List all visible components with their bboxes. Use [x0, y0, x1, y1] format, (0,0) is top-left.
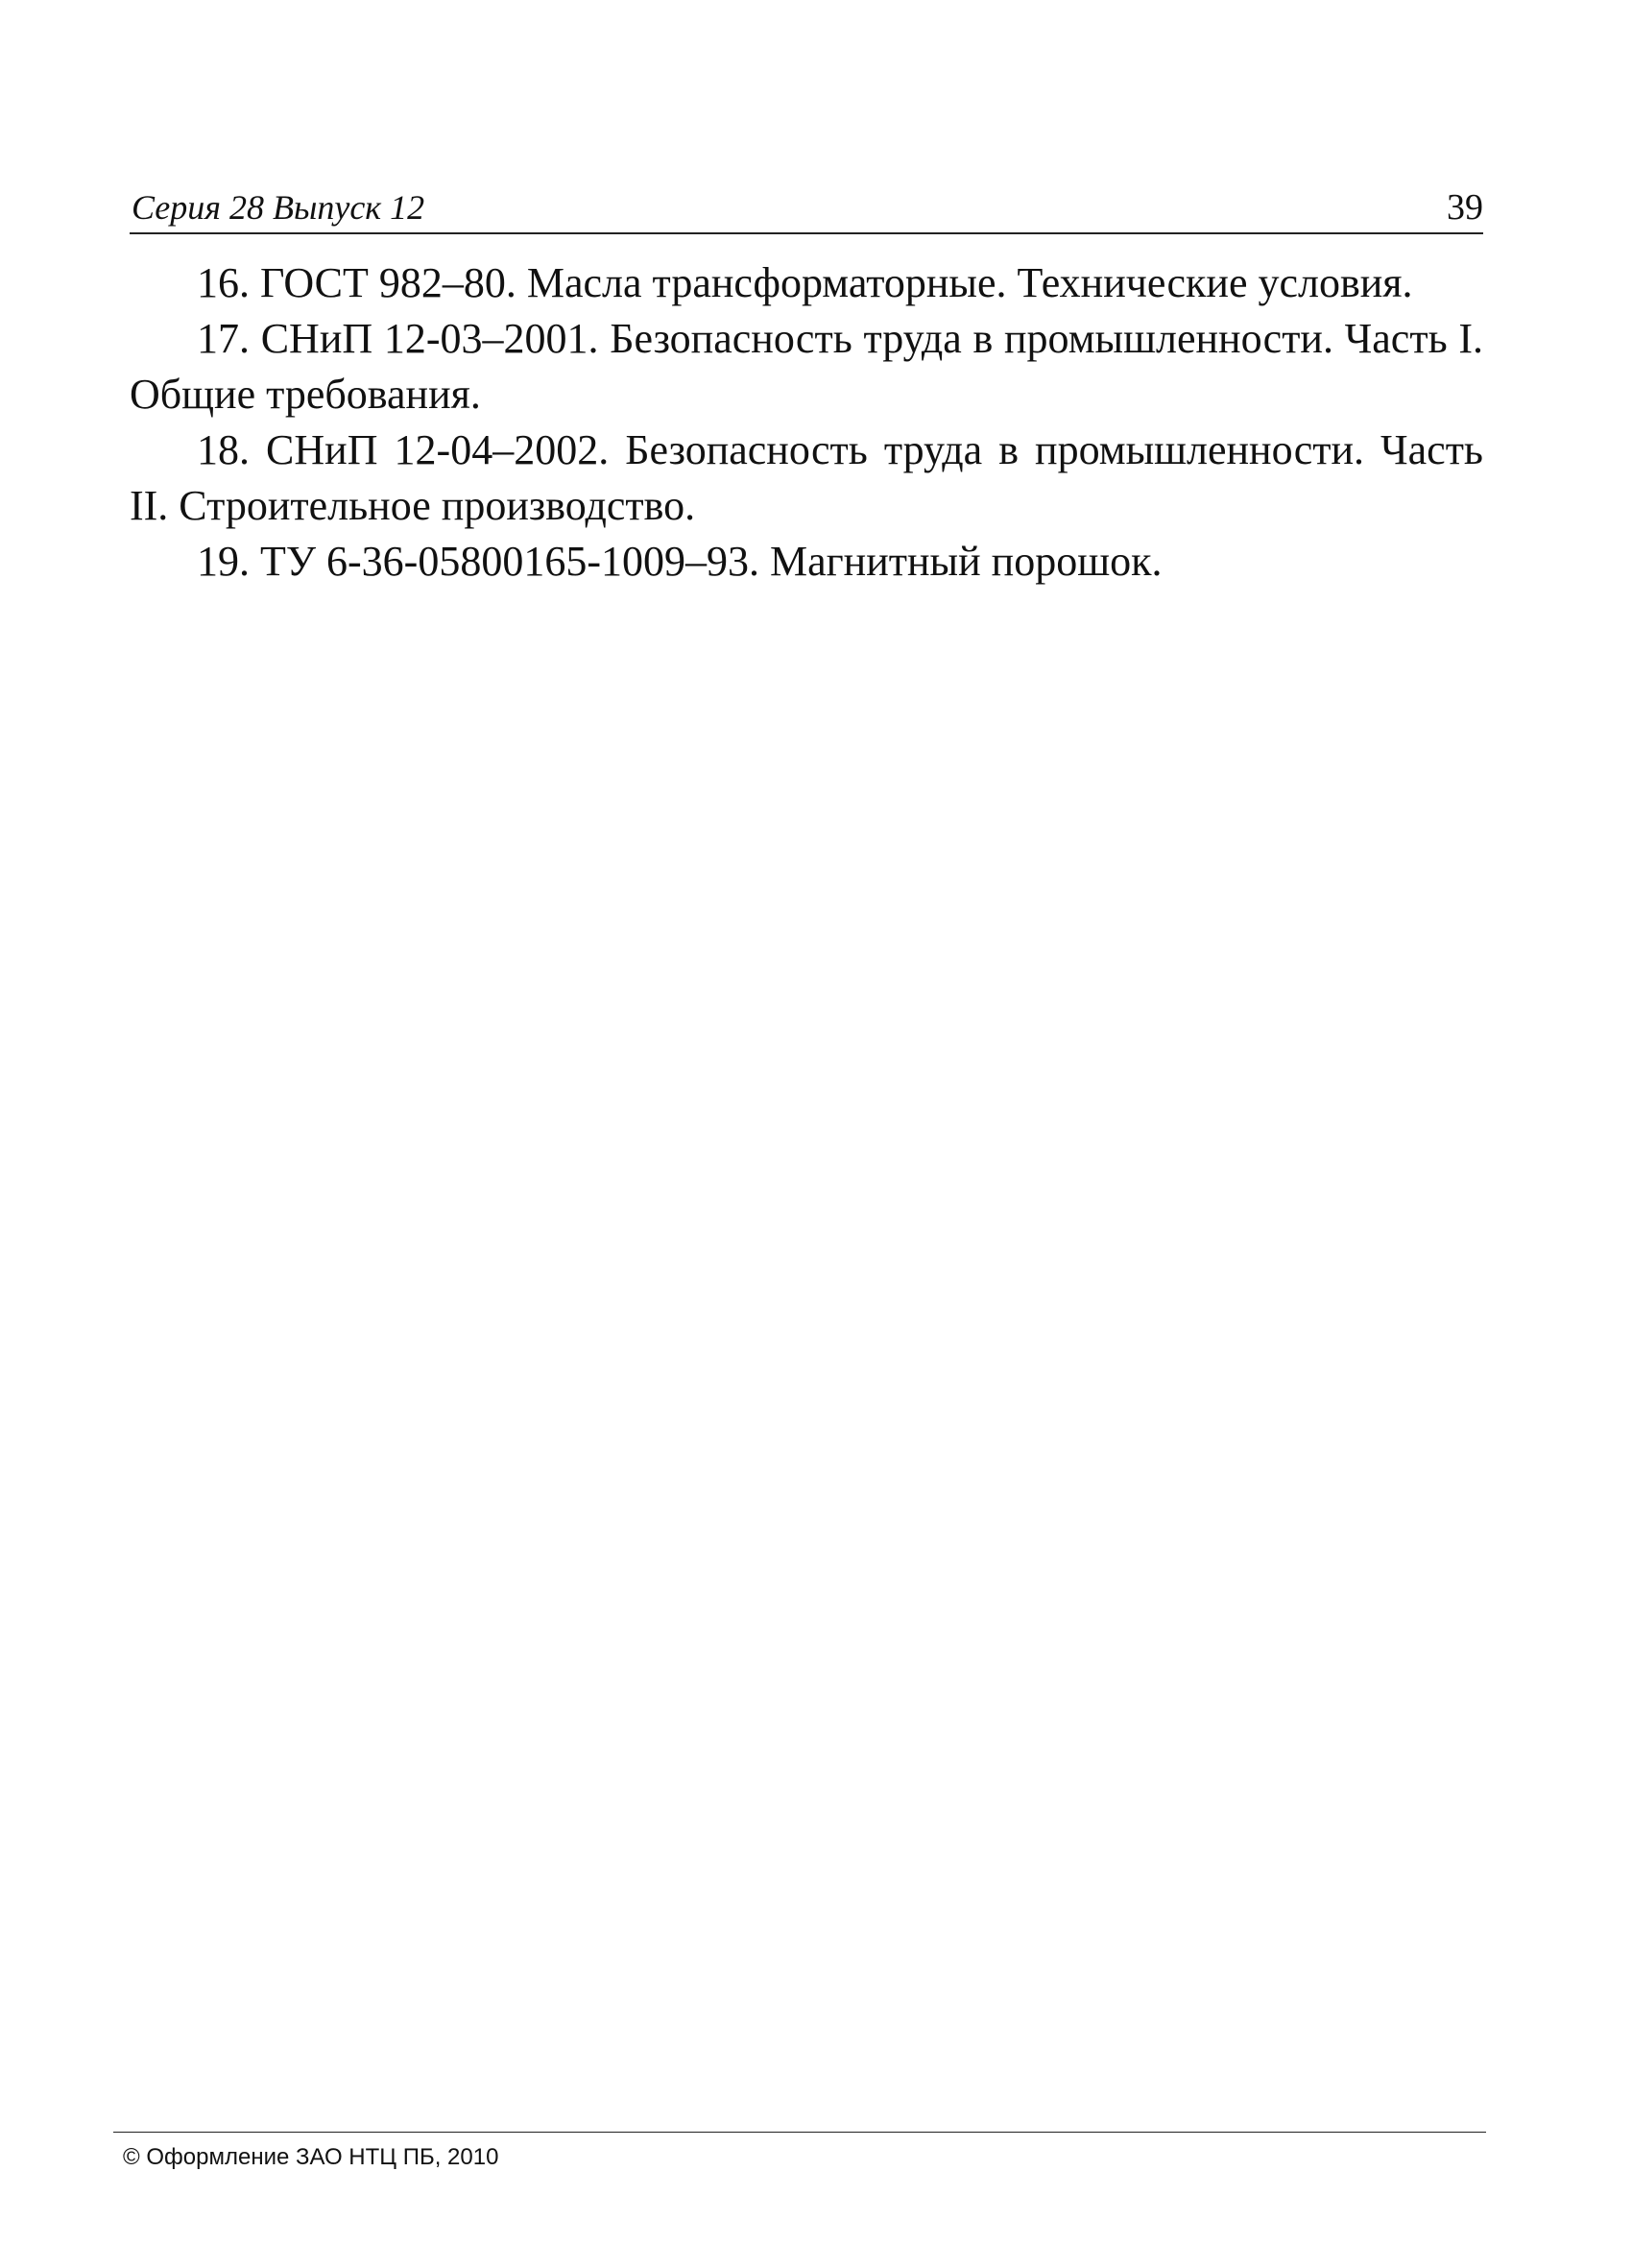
copyright-notice: © Оформление ЗАО НТЦ ПБ, 2010 — [123, 2144, 499, 2170]
list-item: 19. ТУ 6-36-05800165-1009–93. Магнитный порошок. — [197, 538, 1163, 585]
series-title: Серия 28 Выпуск 12 — [132, 188, 425, 227]
list-item: 18. СНиП 12-04–2002. Безопасность труда в промышленности. Часть II. Строительное производство. — [130, 426, 1483, 529]
page-number: 39 — [1447, 187, 1483, 228]
list-item: 16. ГОСТ 982–80. Масла трансформаторные. Технические условия. — [197, 259, 1413, 306]
running-header — [130, 184, 1483, 234]
reference-list — [130, 255, 1483, 590]
page-footer — [113, 2132, 1486, 2170]
list-item: 17. СНиП 12-03–2001. Безопасность труда в промышленности. Часть I. Общие требования. — [130, 315, 1483, 418]
